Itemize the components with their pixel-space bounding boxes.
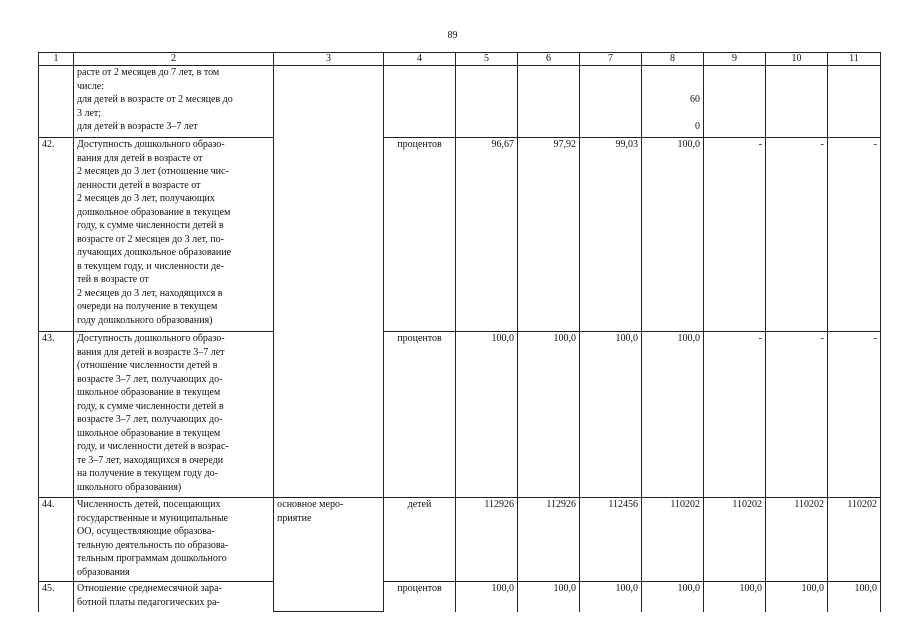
indicator-line: возрасте от 2 месяцев до 3 лет, по- xyxy=(77,233,224,245)
value-col11: 110202 xyxy=(828,498,881,582)
value-col8: 100,0 xyxy=(642,582,704,612)
event-type-cell xyxy=(274,498,384,612)
value-col11: - xyxy=(828,332,881,498)
header-cell-1: 1 xyxy=(39,53,74,66)
indicator-name xyxy=(74,498,274,582)
column-number-header xyxy=(39,53,881,66)
page-number: 89 xyxy=(447,30,458,41)
value-col8: 100,0 xyxy=(642,332,704,498)
value-col9: 110202 xyxy=(704,498,766,582)
indicator-line: ботной платы педагогических ра- xyxy=(77,596,220,608)
unit-cell: процентов xyxy=(384,138,456,332)
indicator-line: вания для детей в возрасте 3–7 лет xyxy=(77,346,225,358)
unit-cell: детей xyxy=(384,498,456,582)
value-line: 0 xyxy=(695,121,700,132)
indicator-line: образования xyxy=(77,566,130,578)
row-number: 42. xyxy=(39,138,74,332)
row-number: 45. xyxy=(39,582,74,612)
indicator-line: тельным программам дошкольного xyxy=(77,553,227,564)
value-col8: 100,0 xyxy=(642,138,704,332)
indicator-line: 3 лет; xyxy=(77,107,102,119)
table-row xyxy=(39,332,881,498)
header-cell-6: 6 xyxy=(518,53,580,66)
unit-cell: процентов xyxy=(384,332,456,498)
value-col7: 99,03 xyxy=(580,138,642,332)
table-row xyxy=(39,138,881,332)
indicator-line: на получение в текущем году до- xyxy=(77,468,218,479)
value-col6: 112926 xyxy=(518,498,580,582)
indicator-line: те 3–7 лет, находящихся в очереди xyxy=(77,454,224,466)
indicator-line: школьное образование в текущем xyxy=(77,387,221,398)
value-col11: - xyxy=(828,138,881,332)
row-number xyxy=(39,66,74,138)
value-col11: 100,0 xyxy=(828,582,881,612)
value-col5 xyxy=(456,66,518,138)
value-col6 xyxy=(518,66,580,138)
header-cell-4: 4 xyxy=(384,53,456,66)
indicator-line: школьного образования) xyxy=(77,481,182,493)
indicator-line: году, к сумме численности детей в xyxy=(77,220,224,231)
header-cell-10: 10 xyxy=(766,53,828,66)
value-col9: - xyxy=(704,332,766,498)
row-number: 43. xyxy=(39,332,74,498)
indicator-line: (отношение численности детей в xyxy=(77,360,218,371)
value-col7 xyxy=(580,66,642,138)
value-col10: - xyxy=(766,138,828,332)
value-col9: - xyxy=(704,138,766,332)
indicator-line: ОО, осуществляющие образова- xyxy=(77,526,215,537)
header-cell-5: 5 xyxy=(456,53,518,66)
indicator-line: возрасте 3–7 лет, получающих до- xyxy=(77,414,223,425)
table-row xyxy=(39,66,881,138)
indicator-line: 2 месяцев до 3 лет (отношение чис- xyxy=(77,166,229,177)
indicator-line: тельную деятельность по образова- xyxy=(77,539,229,551)
value-line: 60 xyxy=(690,94,700,105)
header-cell-11: 11 xyxy=(828,53,881,66)
value-col8: 110202 xyxy=(642,498,704,582)
indicator-line: году, и численности детей в возрас- xyxy=(77,441,229,452)
value-col10: 110202 xyxy=(766,498,828,582)
value-col5: 96,67 xyxy=(456,138,518,332)
value-col7: 100,0 xyxy=(580,332,642,498)
indicator-line: Доступность дошкольного образо- xyxy=(77,139,225,150)
indicator-line: году дошкольного образования) xyxy=(77,314,213,326)
value-col7: 112456 xyxy=(580,498,642,582)
value-col10 xyxy=(766,66,828,138)
value-col6: 100,0 xyxy=(518,582,580,612)
table-row xyxy=(39,582,881,612)
indicator-line: ленности детей в возрасте от xyxy=(77,179,201,191)
table-row xyxy=(39,498,881,582)
indicator-line: Доступность дошкольного образо- xyxy=(77,333,225,344)
value-col5: 100,0 xyxy=(456,582,518,612)
indicator-name xyxy=(74,332,274,498)
unit-cell xyxy=(384,66,456,138)
value-col5: 112926 xyxy=(456,498,518,582)
indicator-line: Отношение среднемесячной зара- xyxy=(77,583,222,594)
value-col10: 100,0 xyxy=(766,582,828,612)
indicator-name xyxy=(74,66,274,138)
indicator-line: тей в возрасте от xyxy=(77,274,149,285)
indicator-line: числе: xyxy=(77,80,105,92)
value-col6: 97,92 xyxy=(518,138,580,332)
value-col5: 100,0 xyxy=(456,332,518,498)
indicator-line: Численность детей, посещающих xyxy=(77,499,221,510)
event-type-line: приятие xyxy=(277,512,312,524)
indicator-line: школьное образование в текущем xyxy=(77,427,221,439)
value-line xyxy=(645,107,700,121)
value-col6: 100,0 xyxy=(518,332,580,498)
value-col10: - xyxy=(766,332,828,498)
row-number: 44. xyxy=(39,498,74,582)
value-col9 xyxy=(704,66,766,138)
indicator-line: вания для детей в возрасте от xyxy=(77,152,203,164)
indicator-line: лучающих дошкольное образование xyxy=(77,247,232,258)
event-type-cell xyxy=(274,66,384,498)
value-col9: 100,0 xyxy=(704,582,766,612)
indicator-line: в текущем году, и численности де- xyxy=(77,260,224,272)
indicator-line: для детей в возрасте от 2 месяцев до xyxy=(77,94,233,105)
indicator-name xyxy=(74,138,274,332)
header-cell-8: 8 xyxy=(642,53,704,66)
indicator-line: году, к сумме численности детей в xyxy=(77,400,224,412)
value-col7: 100,0 xyxy=(580,582,642,612)
indicator-line: расте от 2 месяцев до 7 лет, в том xyxy=(77,67,220,78)
header-cell-9: 9 xyxy=(704,53,766,66)
indicator-line: возрасте 3–7 лет, получающих до- xyxy=(77,373,223,385)
indicator-line: 2 месяцев до 3 лет, получающих xyxy=(77,193,215,204)
value-col8 xyxy=(642,66,704,138)
header-cell-7: 7 xyxy=(580,53,642,66)
indicator-line: очереди на получение в текущем xyxy=(77,301,218,312)
indicators-table xyxy=(38,52,881,612)
value-line xyxy=(645,80,700,94)
indicator-line: дошкольное образование в текущем xyxy=(77,206,231,218)
indicator-line: для детей в возрасте 3–7 лет xyxy=(77,121,198,132)
unit-cell: процентов xyxy=(384,582,456,612)
event-type-line: основное меро- xyxy=(277,499,344,510)
header-cell-2: 2 xyxy=(74,53,274,66)
indicator-line: государственные и муниципальные xyxy=(77,512,229,524)
indicator-name xyxy=(74,582,274,612)
value-line xyxy=(645,66,700,80)
value-col11 xyxy=(828,66,881,138)
header-cell-3: 3 xyxy=(274,53,384,66)
indicator-line: 2 месяцев до 3 лет, находящихся в xyxy=(77,287,223,299)
